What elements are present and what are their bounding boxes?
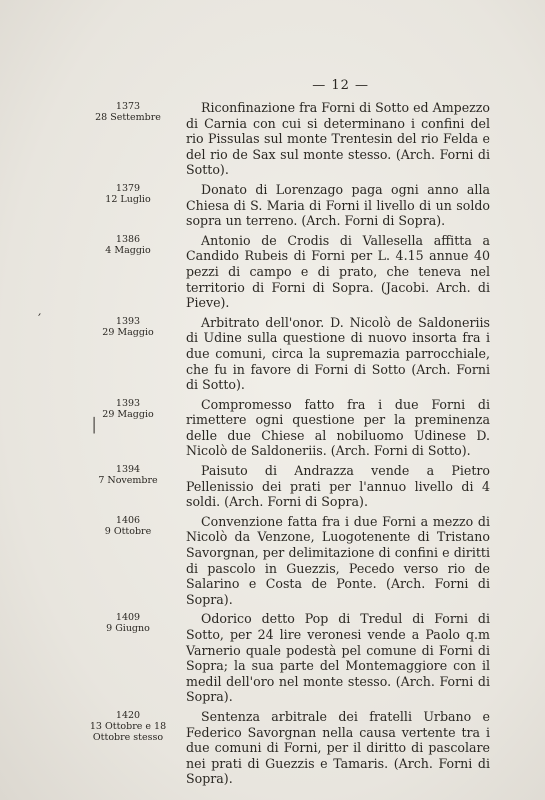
list-item xyxy=(80,100,490,178)
list-item xyxy=(80,182,490,229)
list-item xyxy=(80,611,490,705)
entry-text: Antonio de Crodis di Vallesella affitta a Candido Rubeis di Forni per L. 4.15 annue 40 pezzi di campo e di prato, che teneva nel territorio di Forni di Sopra. (Jacobi. Arch. di Pieve). xyxy=(186,232,490,311)
entry-text: Convenzione fatta fra i due Forni a mezzo di Nicolò da Venzone, Luogotenente di Tristano Savorgnan, per delimitazione di confini e diritti di pascolo in Guezzis, Pecedo verso rio de Salarino e Costa de Ponte. (Arch. Forni di Sopra). xyxy=(186,513,490,607)
list-item xyxy=(80,233,490,311)
list-item xyxy=(80,397,490,459)
entry-day: 4 Maggio xyxy=(105,244,151,256)
entry-day: 12 Luglio xyxy=(105,193,151,205)
entry-year: 1393 xyxy=(115,397,141,409)
entry-day: 28 Settembre xyxy=(95,112,161,123)
entry-date xyxy=(80,398,176,420)
list-item xyxy=(80,514,490,608)
entry-year: 1373 xyxy=(115,101,141,112)
entry-date xyxy=(80,710,176,743)
entry-year: 1394 xyxy=(115,464,141,476)
entry-text: Odorico detto Pop di Tredul di Forni di Sotto, per 24 lire veronesi vende a Paolo q.m Varnerio quale podestà pel comune di Forni di Sopra; la sua parte del Montemaggiore con il medil dell'oro nel monte stesso. (Arch. Forni di Sopra). xyxy=(186,611,490,705)
entry-date xyxy=(80,234,176,256)
entry-day: 9 Ottobre xyxy=(104,525,152,537)
entry-text: Paisuto di Andrazza vende a Pietro Pellenissio dei prati per l'annuo livello di 4 soldi. (Arch. Forni di Sopra). xyxy=(186,463,490,510)
list-item xyxy=(80,709,490,787)
entry-day: 9 Giugno xyxy=(106,623,150,635)
page: — 12 — ′ │ 1373 28 Settembre Riconfinazione fra Forni di Sotto ed Ampezzo di Carnia con cui si determinano i confini del rio Pissulas sul monte Trentesin del rio Felda e del rio de Sax sul monte stesso. (Arch. Forni di Sotto). 1379 12 Luglio Donato di Lorenzago paga ogni anno alla Chiesa di S. Maria di Forni il livello di un soldo sopra un terreno. (Arch. Forni di Sopra). 1386 4 Maggio Antonio de Crodis di Vallesella affitta a Candido Rubeis di Forni per L. 4.15 annue 40 pezzi di campo e di prato, che teneva nel territorio di Forni di Sopra. (Jacobi. Arch. di Pieve). 1393 29 Maggio Arbitrato dell'onor. D. Nicolò de Saldoneriis di Udine sulla questione di nuovo insorta fra i due comuni, circa la supremazia parrocchiale, che fu in favore di Forni di Sotto (Arch. Forni di Sotto). 1393 29 Maggio Compromesso fatto fra i due Forni di rimettere ogni questione per la preminenza delle due Chiese al nobiluomo Udinese D. Nicolò de Saldoneriis. (Arch. Forni di Sotto). 1394 7 Novembre Paisuto di Andrazza vende a Pietro Pellenissio dei prati per l'annuo livello di 4 soldi. (Arch. Forni di Sopra). 1406 9 Ottobre Convenzione fatta fra i due Forni a mezzo di Nicolò da Venzone, Luogotenente di Tristano Savorgnan, per delimitazione di confini e diritti di pascolo in Guezzis, Pecedo verso rio de Salarino e Costa de Ponte. (Arch. Forni di Sopra). 1409 9 Giugno Odorico detto Pop di Tredul di Forni di Sotto, per 24 lire veronesi vende a Paolo q.m Varnerio quale podestà pel comune di Forni di Sopra; la sua parte del Montemaggiore con il medil dell'oro nel monte stesso. (Arch. Forni di Sopra). 1420 13 Ottobre e 18 Ottobre stesso Sentenza arbitrale dei fratelli Urbano e Federico Savorgnan nella causa vertente tra i due comuni di Forni, per il diritto di pascolare nei prati di Guezzis e Tamaris. (Arch. Forni di Sopra). xyxy=(0,0,545,800)
entries-list xyxy=(80,100,490,791)
entry-day: 13 Ottobre e 18 Ottobre stesso xyxy=(89,720,167,743)
entry-text: Donato di Lorenzago paga ogni anno alla Chiesa di S. Maria di Forni il livello di un soldo sopra un terreno. (Arch. Forni di Sopra). xyxy=(186,181,490,229)
entry-date xyxy=(80,183,176,205)
entry-day: 7 Novembre xyxy=(98,475,158,487)
list-item xyxy=(80,463,490,510)
entry-date xyxy=(80,515,176,537)
pencil-mark-icon: ′ xyxy=(38,312,42,328)
list-item xyxy=(80,315,490,393)
entry-text: Compromesso fatto fra i due Forni di rimettere ogni questione per la preminenza delle due Chiese al nobiluomo Udinese D. Nicolò de Saldoneriis. (Arch. Forni di Sotto). xyxy=(186,396,490,459)
entry-year: 1406 xyxy=(115,514,141,526)
entry-date xyxy=(80,316,176,338)
entry-year: 1393 xyxy=(115,315,141,327)
entry-year: 1386 xyxy=(115,233,141,245)
entry-text: Arbitrato dell'onor. D. Nicolò de Saldoneriis di Udine sulla questione di nuovo insorta fra i due comuni, circa la supremazia parrocchiale, che fu in favore di Forni di Sotto (Arch. Forni di Sotto). xyxy=(186,314,490,393)
entry-text: Riconfinazione fra Forni di Sotto ed Ampezzo di Carnia con cui si determinano i confini del rio Pissulas sul monte Trentesin del rio Felda e del rio de Sax sul monte stesso. (Arch. Forni di Sotto). xyxy=(186,100,491,178)
entry-day: 29 Maggio xyxy=(102,408,154,420)
entry-year: 1409 xyxy=(115,612,141,624)
entry-date xyxy=(80,464,176,486)
entry-date xyxy=(80,612,176,634)
pencil-mark-icon: │ xyxy=(90,418,99,434)
entry-year: 1379 xyxy=(115,182,141,194)
entry-day: 29 Maggio xyxy=(102,326,154,338)
entry-date xyxy=(80,101,176,123)
entry-text: Sentenza arbitrale dei fratelli Urbano e Federico Savorgnan nella causa vertente tra i due comuni di Forni, per il diritto di pascolare nei prati di Guezzis e Tamaris. (Arch. Forni di Sopra). xyxy=(186,708,490,787)
entry-year: 1420 xyxy=(115,709,141,721)
